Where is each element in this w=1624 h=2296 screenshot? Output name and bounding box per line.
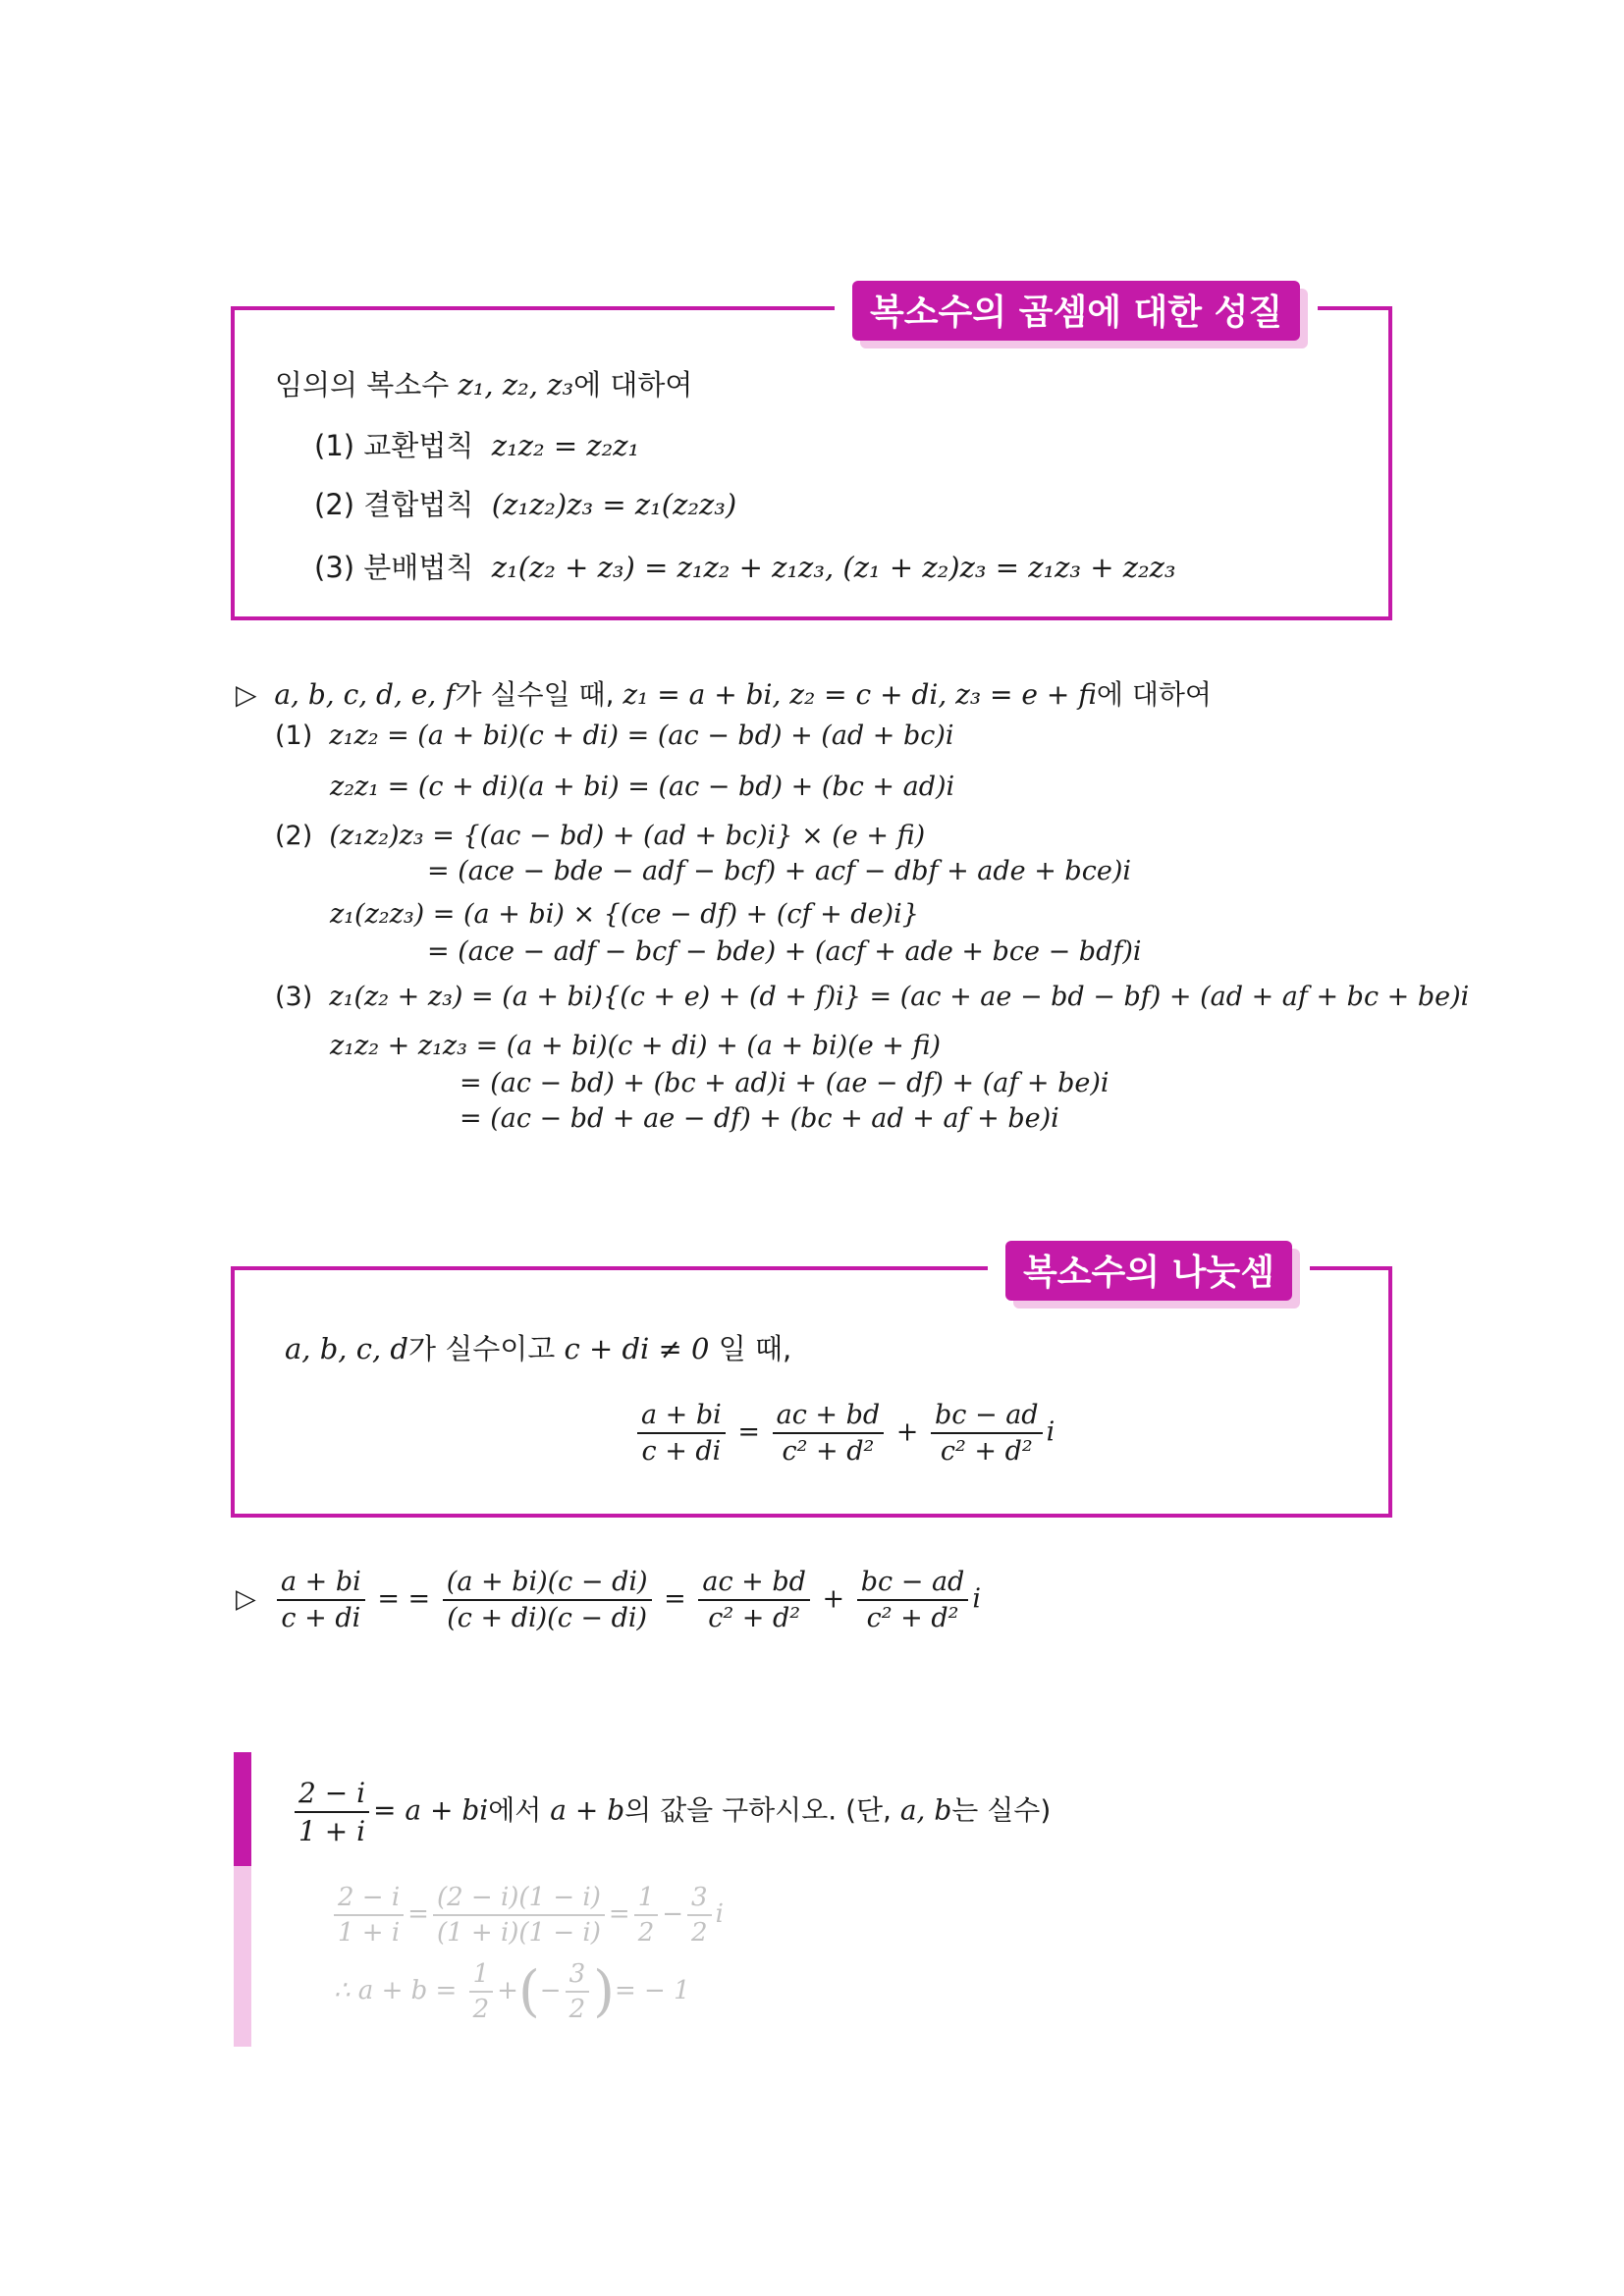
division-box xyxy=(231,1266,1392,1518)
box2-formula: $\frac{a + bi}{c + di}$ = $\frac{ac + bd}{\text{c² + d²}}$ + $\frac{bc - ad}{\text{c² + d²}}$ i xyxy=(633,1400,1055,1467)
fraction: $\frac{3}{2}$ xyxy=(566,1959,590,2024)
problem-bar-light xyxy=(234,1866,251,2047)
solution-line-2: ∴ a + b = $\frac{1}{2}$ +(− $\frac{3}{2}$ )= − 1 xyxy=(334,1959,690,2024)
proof1-intro: ▷ a, b, c, d, e, f가 실수일 때, z₁ = a + bi, z₂ = c + di, z₃ = e + fi에 대하여 xyxy=(236,678,1212,711)
proof1-line-3: (2) (z₁z₂)z₃ = {(ac − bd) + (ad + bc)i} × (e + fi) xyxy=(275,821,926,851)
proof1-line-6: = (ace − adf − bcf − bde) + (acf + ade + bce − bdf)i xyxy=(427,936,1142,967)
proof1-line-4: = (ace − bde − adf − bcf) + acf − dbf + ade + bce)i xyxy=(427,856,1131,886)
fraction: $\frac{2 - i}{1 + i}$ xyxy=(295,1777,369,1847)
box2-title: 복소수의 나눗셈 xyxy=(1005,1241,1292,1301)
proof1-line-1: (1) z₁z₂ = (a + bi)(c + di) = (ac − bd) + (ad + bc)i xyxy=(275,721,954,751)
fraction: $\frac{(2 - i)(1 - i)}{(1 + i)(1 - i)}$ xyxy=(433,1883,605,1948)
proof1-line-9: = (ac − bd) + (bc + ad)i + (ae − df) + (af + be)i xyxy=(460,1068,1110,1098)
fraction: $\frac{1}{2}$ xyxy=(469,1959,494,2024)
proof2-formula: ▷ $\frac{a + bi}{c + di}$ = = $\frac{(a + bi)(c - di)}{(c + di)(c - di)}$ = $\frac{ac + bd}{\text{c² + d²}}$ + $\frac{bc - ad}{\text{c² + d²}}$ i xyxy=(236,1567,981,1633)
proof1-line-5: z₁(z₂z₃) = (a + bi) × {(ce − df) + (cf + de)i} xyxy=(330,899,919,930)
box1-item-2: (2) 결합법칙 (z₁z₂)z₃ = z₁(z₂z₃) xyxy=(314,488,737,521)
proof1-line-8: z₁z₂ + z₁z₃ = (a + bi)(c + di) + (a + bi)(e + fi) xyxy=(330,1031,942,1061)
fraction: $\frac{ac + bd}{\text{c² + d²}}$ xyxy=(698,1567,810,1633)
triangle-marker-icon: ▷ xyxy=(236,678,257,711)
fraction: $\frac{2 - i}{1 + i}$ xyxy=(334,1883,404,1948)
solution-line-1: $\frac{2 - i}{1 + i}$ = $\frac{(2 - i)(1 - i)}{(1 + i)(1 - i)}$ = $\frac{1}{2}$ − $\frac{3}{2}$ i xyxy=(330,1883,724,1948)
problem-statement: $\frac{2 - i}{1 + i}$ = a + bi에서 a + b의 값을 구하시오. (단, a, b는 실수) xyxy=(291,1777,1051,1847)
box1-item-1: (1) 교환법칙 z₁z₂ = z₂z₁ xyxy=(314,429,640,462)
fraction: $\frac{ac + bd}{\text{c² + d²}}$ xyxy=(773,1400,885,1467)
fraction: $\frac{a + bi}{c + di}$ xyxy=(637,1400,726,1467)
fraction: $\frac{bc - ad}{\text{c² + d²}}$ xyxy=(931,1400,1043,1467)
problem-bar-dark xyxy=(234,1752,251,1866)
box1-item-3: (3) 분배법칙 z₁(z₂ + z₃) = z₁z₂ + z₁z₃, (z₁ + z₂)z₃ = z₁z₃ + z₂z₃ xyxy=(314,551,1176,584)
box1-intro: 임의의 복소수 z₁, z₂, z₃에 대하여 xyxy=(275,368,693,401)
fraction: $\frac{bc - ad}{\text{c² + d²}}$ xyxy=(857,1567,969,1633)
fraction: $\frac{1}{2}$ xyxy=(634,1883,659,1948)
box2-title-wrap xyxy=(988,1241,1310,1301)
fraction: $\frac{3}{2}$ xyxy=(687,1883,712,1948)
proof1-line-2: z₂z₁ = (c + di)(a + bi) = (ac − bd) + (bc + ad)i xyxy=(330,772,955,802)
fraction: $\frac{a + bi}{c + di}$ xyxy=(277,1567,365,1633)
proof1-line-7: (3) z₁(z₂ + z₃) = (a + bi){(c + e) + (d + f)i} = (ac + ae − bd − bf) + (ad + af + bc + be)i xyxy=(275,982,1470,1012)
box1-title: 복소수의 곱셈에 대한 성질 xyxy=(852,281,1300,341)
box1-title-wrap xyxy=(835,281,1318,341)
fraction: $\frac{(a + bi)(c - di)}{(c + di)(c - di)}$ xyxy=(443,1567,652,1633)
box2-condition: a, b, c, d가 실수이고 c + di ≠ 0 일 때, xyxy=(285,1332,792,1365)
triangle-marker-icon: ▷ xyxy=(236,1583,256,1615)
proof1-line-10: = (ac − bd + ae − df) + (bc + ad + af + be)i xyxy=(460,1103,1059,1134)
